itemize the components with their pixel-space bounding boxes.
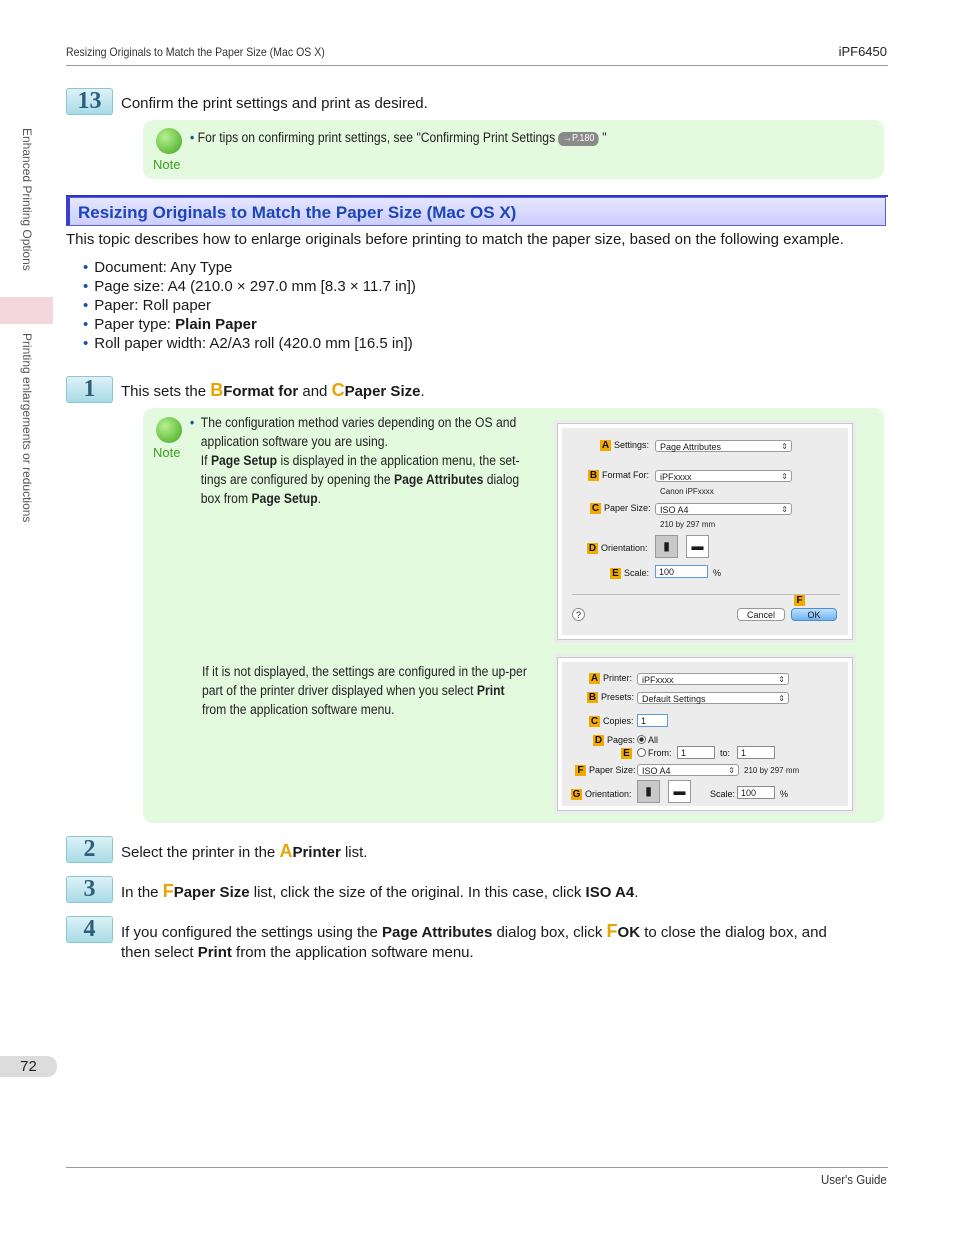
page-attributes-dialog: A Settings: Page Attributes ⇕ B Format For: iPFxxxx ⇕ Canon iPFxxxx C Paper Size: ISO A4 ⇕ 210 by 297 mm D Orientation: ▮ ▬ E Scale: 100 % ? F Cancel OK (557, 423, 853, 640)
note-1-body: For tips on confirming print settings, see "Confirming Print Settings (197, 130, 556, 145)
section-title: Resizing Originals to Match the Paper Size (Mac OS X) (78, 203, 517, 222)
step-number-3: 3 (66, 876, 113, 903)
from-field[interactable]: 1 (677, 746, 715, 759)
step-4-text: If you configured the settings using the Page Attributes dialog box, click FOK to close the dialog box, and then select Print from the application software menu. (121, 921, 827, 961)
side-section-label: Printing enlargements or reductions (20, 333, 34, 523)
step-number-13: 13 (66, 88, 113, 115)
popup-arrows-icon: ⇕ (778, 694, 785, 703)
list-item: • Paper type: Plain Paper (83, 316, 257, 333)
landscape-orientation-button[interactable]: ▬ (686, 535, 709, 558)
to-field[interactable]: 1 (737, 746, 775, 759)
note-2-text-2: If it is not displayed, the settings are configured in the up-per part of the printer driver displayed when you select Print from the application software menu. (202, 664, 527, 717)
cancel-button[interactable]: Cancel (737, 608, 785, 621)
pages-from-radio[interactable]: From: (637, 748, 672, 758)
key-letter-c: C (331, 380, 345, 400)
step-3-text: In the FPaper Size list, click the size of the original. In this case, click ISO A4. (121, 881, 639, 901)
key-letter-a: A (279, 841, 293, 861)
side-tab-marker (0, 297, 53, 324)
key-letter-b: B (210, 380, 224, 400)
radio-selected-icon (637, 735, 646, 744)
note-1-text (190, 128, 820, 147)
section-intro: This topic describes how to enlarge originals before printing to match the paper size, based on the following example. (66, 231, 844, 248)
note-box-1 (143, 120, 884, 179)
note-icon (156, 417, 182, 443)
footer-rule (66, 1167, 888, 1168)
page-reference-link[interactable]: →P.180 (559, 132, 599, 146)
landscape-orientation-button[interactable]: ▬ (668, 780, 691, 803)
note-box-2 (143, 408, 884, 823)
header-rule (66, 65, 888, 66)
radio-icon (637, 748, 646, 757)
step-number-1: 1 (66, 376, 113, 403)
step-13-text: Confirm the print settings and print as desired. (121, 95, 428, 112)
scale-field[interactable]: 100 (655, 565, 708, 578)
ok-button[interactable]: OK (791, 608, 837, 621)
copies-field[interactable]: 1 (637, 714, 668, 727)
note-icon (156, 128, 182, 154)
key-letter-f: F (606, 921, 618, 941)
note-label: Note (153, 157, 181, 172)
step-2-text: Select the printer in the APrinter list. (121, 841, 368, 861)
list-item: • Page size: A4 (210.0 × 297.0 mm [8.3 × 11.7 in]) (83, 278, 416, 295)
paper-size-popup[interactable]: ISO A4 ⇕ (655, 503, 792, 515)
popup-arrows-icon: ⇕ (781, 442, 788, 451)
step-number-2: 2 (66, 836, 113, 863)
step-number-4: 4 (66, 916, 113, 943)
paper-size-popup[interactable]: ISO A4 ⇕ (637, 764, 739, 776)
list-item: • Document: Any Type (83, 259, 233, 276)
list-item: • Paper: Roll paper (83, 297, 211, 314)
scale-field[interactable]: 100 (737, 786, 775, 799)
popup-arrows-icon: ⇕ (728, 766, 735, 775)
model-name: iPF6450 (838, 44, 887, 59)
printer-popup[interactable]: iPFxxxx ⇕ (637, 673, 789, 685)
note-2-text-1: • The configuration method varies depending on the OS and application software you are using. If Page Setup is displayed in the application menu, the set-tings are configured by opening the Page Attributes dialog box from Page Setup. (190, 415, 520, 506)
step-1-text: This sets the BFormat for and CPaper Size. (121, 380, 425, 400)
footer-guide-name: User's Guide (821, 1172, 887, 1187)
list-item: • Roll paper width: A2/A3 roll (420.0 mm [16.5 in]) (83, 335, 413, 352)
popup-arrows-icon: ⇕ (781, 472, 788, 481)
running-header: Resizing Originals to Match the Paper Size (Mac OS X) (66, 45, 325, 59)
presets-popup[interactable]: Default Settings ⇕ (637, 692, 789, 704)
bullet: • (190, 415, 195, 430)
example-list (83, 258, 416, 353)
popup-arrows-icon: ⇕ (781, 505, 788, 514)
section-heading (66, 197, 886, 226)
format-for-popup[interactable]: iPFxxxx ⇕ (655, 470, 792, 482)
bullet: • (190, 130, 195, 145)
portrait-orientation-button[interactable]: ▮ (637, 780, 660, 803)
pages-all-radio[interactable]: All (637, 735, 658, 745)
note-label: Note (153, 445, 181, 460)
portrait-orientation-button[interactable]: ▮ (655, 535, 678, 558)
side-chapter-label: Enhanced Printing Options (20, 128, 34, 271)
note-1-close: " (602, 130, 607, 145)
page-number: 72 (0, 1056, 57, 1077)
help-button[interactable]: ? (572, 608, 585, 621)
key-letter-f: F (162, 881, 174, 901)
popup-arrows-icon: ⇕ (778, 675, 785, 684)
settings-popup[interactable]: Page Attributes ⇕ (655, 440, 792, 452)
print-dialog: A Printer: iPFxxxx ⇕ B Presets: Default Settings ⇕ C Copies: 1 D Pages: All E From: 1 to: 1 F Paper Size: ISO A4 ⇕ 210 by 297 mm G Orientation: ▮ ▬ Scale: 100 % (557, 657, 853, 811)
